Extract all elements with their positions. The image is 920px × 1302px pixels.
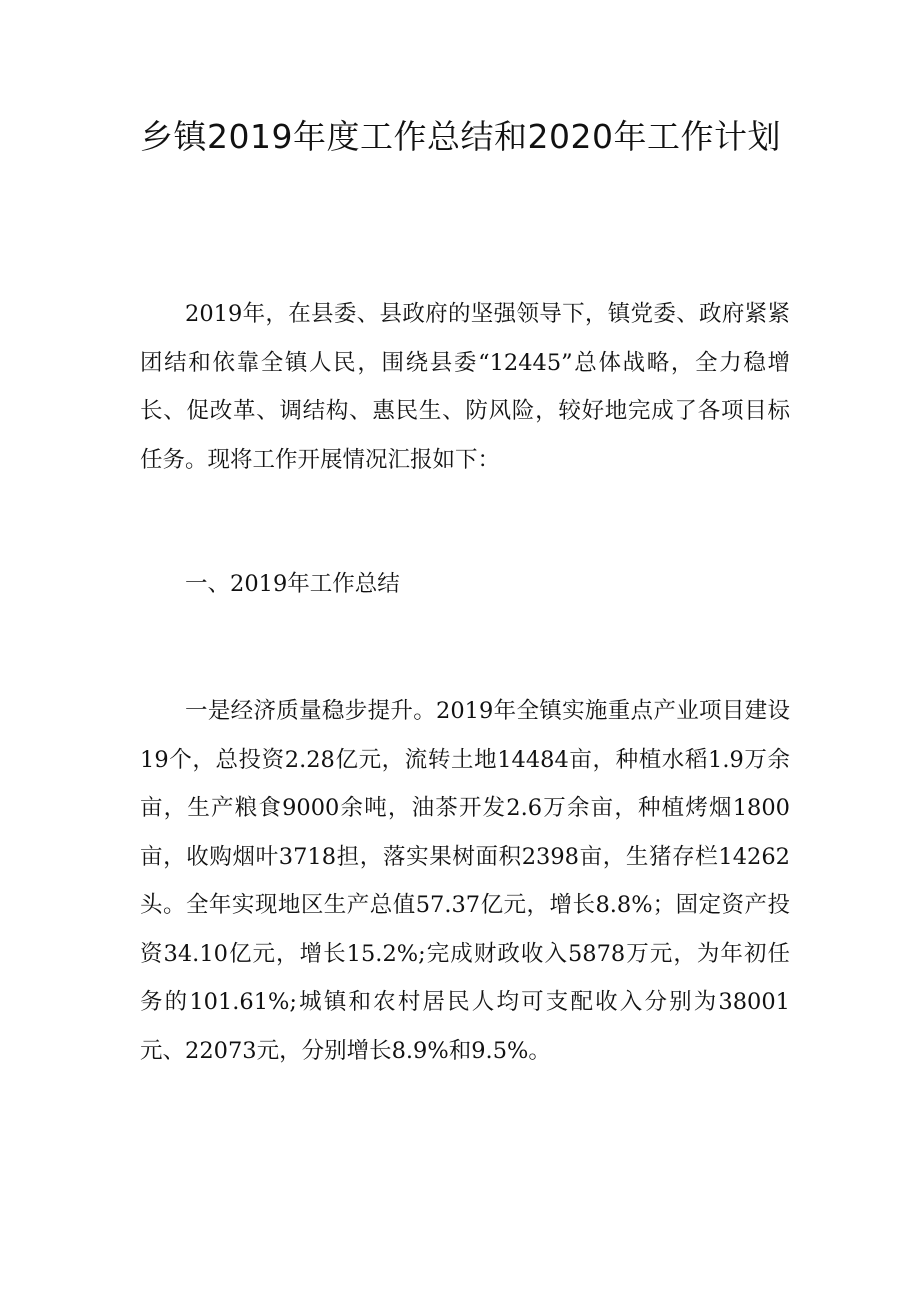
document-title: 乡镇2019年度工作总结和2020年工作计划 [140, 117, 781, 156]
section-heading: 一、2019年工作总结 [185, 571, 400, 597]
economy-paragraph: 一是经济质量稳步提升。2019年全镇实施重点产业项目建设19个，总投资2.28亿元，流转土地14484亩，种植水稻1.9万余亩，生产粮食9000余吨，油茶开发2.6万余亩，种植烤烟1800亩，收购烟叶3718担，落实果树面积2398亩，生猪存栏14262头。全年实现地区生产总值57.37亿元，增长8.8%；固定资产投资34.10亿元，增长15.2%;完成财政收入5878万元，为年初任务的101.61%;城镇和农村居民人均可支配收入分别为38001元、22073元，分别增长8.9%和9.5%。 [140, 698, 790, 1064]
intro-paragraph: 2019年，在县委、县政府的坚强领导下，镇党委、政府紧紧团结和依靠全镇人民，围绕县委“12445”总体战略，全力稳增长、促改革、调结构、惠民生、防风险，较好地完成了各项目标任务。现将工作开展情况汇报如下： [140, 301, 790, 473]
